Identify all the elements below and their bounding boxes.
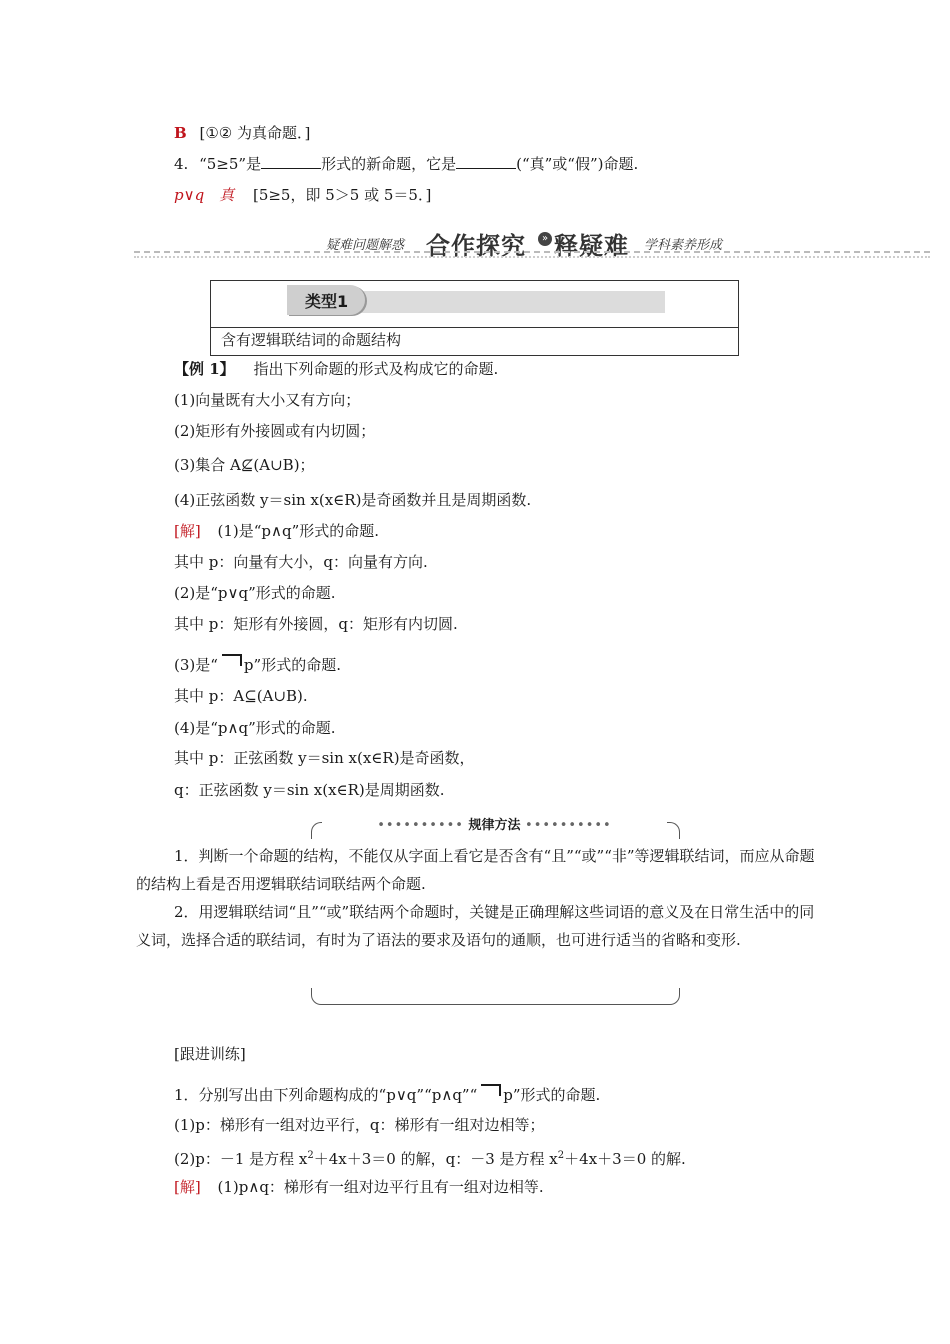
solution-line: 其中 p：向量有大小，q：向量有方向. — [174, 553, 428, 571]
superscript: 2 — [557, 1150, 565, 1161]
question-4 — [174, 154, 638, 174]
solution-line: 其中 p：矩形有外接圆，q：矩形有内切圆. — [174, 615, 458, 633]
method-dots: •••••••••• — [377, 818, 464, 833]
question-text-b: 形式的新命题，它是 — [321, 155, 457, 173]
question-text-c: (“真”或“假”)命题. — [516, 155, 639, 173]
example-item: (3)集合 A⊈(A∪B)； — [174, 456, 315, 474]
practice-header: [跟进训练] — [174, 1045, 246, 1063]
banner-divider — [134, 256, 930, 258]
fill-blank — [456, 154, 516, 169]
type-tag — [287, 285, 365, 315]
solution-text: p”形式的命题. — [243, 656, 341, 674]
practice-item: (1)p：梯形有一组对边平行，q：梯形有一组对边相等； — [174, 1116, 545, 1134]
practice-text: (2)p：－1 是方程 x — [174, 1150, 308, 1168]
superscript: 2 — [307, 1150, 314, 1161]
banner-left-text: 疑难问题解惑 — [326, 238, 405, 253]
banner-title-a: 合作探究 — [426, 232, 526, 260]
solution-line — [174, 654, 341, 675]
method-dots: •••••••••• — [525, 818, 612, 833]
solution-line: (2)是“p∨q”形式的命题. — [174, 584, 336, 602]
answer-note: [①② 为真命题．] — [199, 124, 311, 142]
solution-label: [解] — [174, 522, 201, 540]
solution-text: (3)是“ — [174, 656, 218, 674]
banner-right-text: 学科素养形成 — [644, 238, 723, 253]
banner-title-b: 释疑难 — [554, 232, 629, 260]
negation-icon — [481, 1084, 501, 1096]
solution-text: (1)是“p∧q”形式的命题. — [217, 522, 380, 540]
type-divider — [211, 327, 738, 328]
question-number: 4. — [174, 155, 189, 173]
example-item: (4)正弦函数 y＝sin x(x∈R)是奇函数并且是周期函数. — [174, 491, 532, 509]
solution-line: 其中 p：正弦函数 y＝sin x(x∈R)是奇函数， — [174, 749, 475, 767]
solution-line — [174, 521, 379, 541]
banner-divider — [134, 251, 930, 253]
example-item: (1)向量既有大小又有方向； — [174, 391, 361, 409]
solution-line: 其中 p：A⊆(A∪B). — [174, 687, 308, 705]
practice-item — [174, 1146, 686, 1169]
practice-solution — [174, 1177, 544, 1197]
example-header — [174, 359, 498, 379]
type-title: 含有逻辑联结词的命题结构 — [221, 331, 402, 349]
fill-blank — [261, 154, 321, 169]
type-box — [210, 280, 739, 356]
practice-text: p”形式的命题. — [503, 1086, 601, 1104]
practice-text: 1．分别写出由下列命题构成的“p∨q”“p∧q”“ — [174, 1086, 478, 1104]
method-paragraph-1: 1．判断一个命题的结构，不能仅从字面上看它是否含有“且”“或”“非”等逻辑联结词，而应从命题的结构上看是否用逻辑联结词联结两个命题. — [136, 847, 815, 893]
method-title-text: 规律方法 — [468, 818, 521, 833]
method-title — [322, 814, 667, 833]
question-text-a: “5≥5”是 — [199, 155, 262, 173]
double-arrow-icon: » — [538, 232, 552, 246]
answer-line-3 — [174, 123, 310, 143]
type-tag-label: 类型1 — [305, 292, 349, 311]
solution-line: q：正弦函数 y＝sin x(x∈R)是周期函数. — [174, 781, 445, 799]
practice-text: ＋4x＋3＝0 的解. — [564, 1150, 686, 1168]
method-paragraph-2: 2．用逻辑联结词“且”“或”联结两个命题时，关键是正确理解这些词语的意义及在日常生活中的同义词，选择合适的联结词，有时为了语法的要求及语句的通顺，也可进行适当的省略和变形. — [136, 903, 815, 949]
example-prompt: 指出下列命题的形式及构成它的命题. — [253, 360, 499, 378]
answer-line-4 — [174, 185, 431, 205]
answer-letter: B — [174, 124, 187, 142]
practice-text: ＋4x＋3＝0 的解，q：－3 是方程 x — [313, 1150, 558, 1168]
example-label: 【例 1】 — [174, 360, 235, 378]
solution-text: (1)p∧q：梯形有一组对边平行且有一组对边相等. — [217, 1178, 544, 1196]
method-box-bottom — [311, 988, 680, 1005]
solution-line: (4)是“p∧q”形式的命题. — [174, 719, 336, 737]
answer-value: p∨q 真 — [174, 186, 235, 204]
practice-question — [174, 1084, 600, 1105]
negation-icon — [222, 654, 242, 666]
answer-note: [5≥5，即 5＞5 或 5＝5．] — [252, 186, 432, 204]
example-item: (2)矩形有外接圆或有内切圆； — [174, 422, 376, 440]
solution-label: [解] — [174, 1178, 201, 1196]
